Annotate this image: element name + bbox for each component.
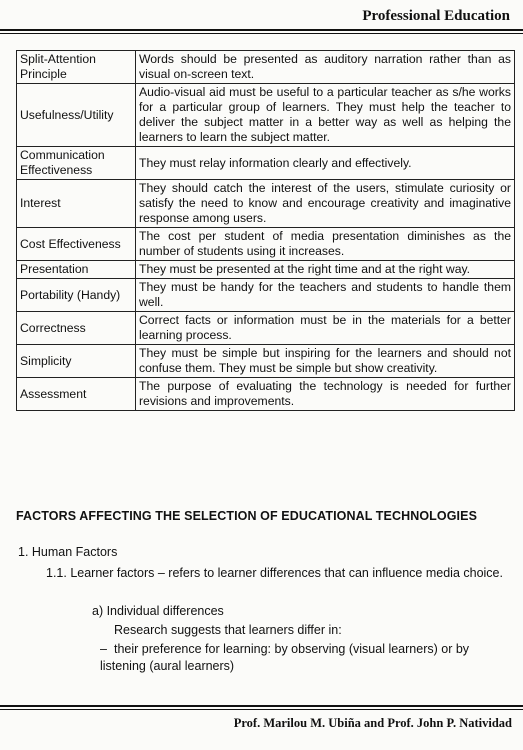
table-row <box>17 279 515 312</box>
bullet-marker: – <box>100 642 107 656</box>
table-row <box>17 147 515 180</box>
footer-rule-thin <box>0 709 523 710</box>
row-term: Portability (Handy) <box>17 279 136 312</box>
row-description: Audio-visual aid must be useful to a particular teacher as s/he works for a particular group of learners. They must help the teacher to deliver the subject matter in a better way as well as helping the learners to learn the subject matter. <box>136 84 515 147</box>
row-term: Simplicity <box>17 345 136 378</box>
row-term: Split-Attention Principle <box>17 51 136 84</box>
row-description: They must be presented at the right time and at the right way. <box>136 261 515 279</box>
row-description: Words should be presented as auditory narration rather than as visual on-screen text. <box>136 51 515 84</box>
row-description: The cost per student of media presentation diminishes as the number of students using it increases. <box>136 228 515 261</box>
table-row <box>17 345 515 378</box>
list-item-individual-differences: a) Individual differences <box>92 604 224 618</box>
row-description: They must be simple but inspiring for the learners and should not confuse them. They must be simple but show creativity. <box>136 345 515 378</box>
table-row <box>17 261 515 279</box>
bullet-text: their preference for learning: by observing (visual learners) or by listening (aural learners) <box>100 642 470 673</box>
table-row <box>17 51 515 84</box>
row-description: They must relay information clearly and effectively. <box>136 147 515 180</box>
table-row <box>17 312 515 345</box>
principles-table <box>16 50 515 411</box>
row-term: Interest <box>17 180 136 228</box>
list-item-bullet <box>100 641 504 675</box>
research-intro: Research suggests that learners differ in: <box>114 623 342 637</box>
row-term: Cost Effectiveness <box>17 228 136 261</box>
row-description: They must be handy for the teachers and students to handle them well. <box>136 279 515 312</box>
footer-rule <box>0 705 523 707</box>
header-rule-thin <box>0 33 523 34</box>
row-term: Assessment <box>17 378 136 411</box>
page-header: Professional Education <box>362 8 510 24</box>
row-term: Usefulness/Utility <box>17 84 136 147</box>
list-item-human-factors: 1. Human Factors <box>18 545 118 559</box>
header-rule <box>0 29 523 31</box>
table-row <box>17 378 515 411</box>
row-description: Correct facts or information must be in the materials for a better learning process. <box>136 312 515 345</box>
row-description: They should catch the interest of the users, stimulate curiosity or satisfy the need to know and encourage creativity and imaginative response among users. <box>136 180 515 228</box>
list-item-learner-factors: 1.1. Learner factors – refers to learner differences that can influence media choice. <box>46 566 503 580</box>
row-description: The purpose of evaluating the technology is needed for further revisions and improvements. <box>136 378 515 411</box>
table-row <box>17 84 515 147</box>
table-row <box>17 228 515 261</box>
section-title: FACTORS AFFECTING THE SELECTION OF EDUCATIONAL TECHNOLOGIES <box>16 509 478 523</box>
page-footer: Prof. Marilou M. Ubiña and Prof. John P. Natividad <box>233 716 512 730</box>
row-term: Presentation <box>17 261 136 279</box>
row-term: Correctness <box>17 312 136 345</box>
row-term: Communication Effectiveness <box>17 147 136 180</box>
table-row <box>17 180 515 228</box>
